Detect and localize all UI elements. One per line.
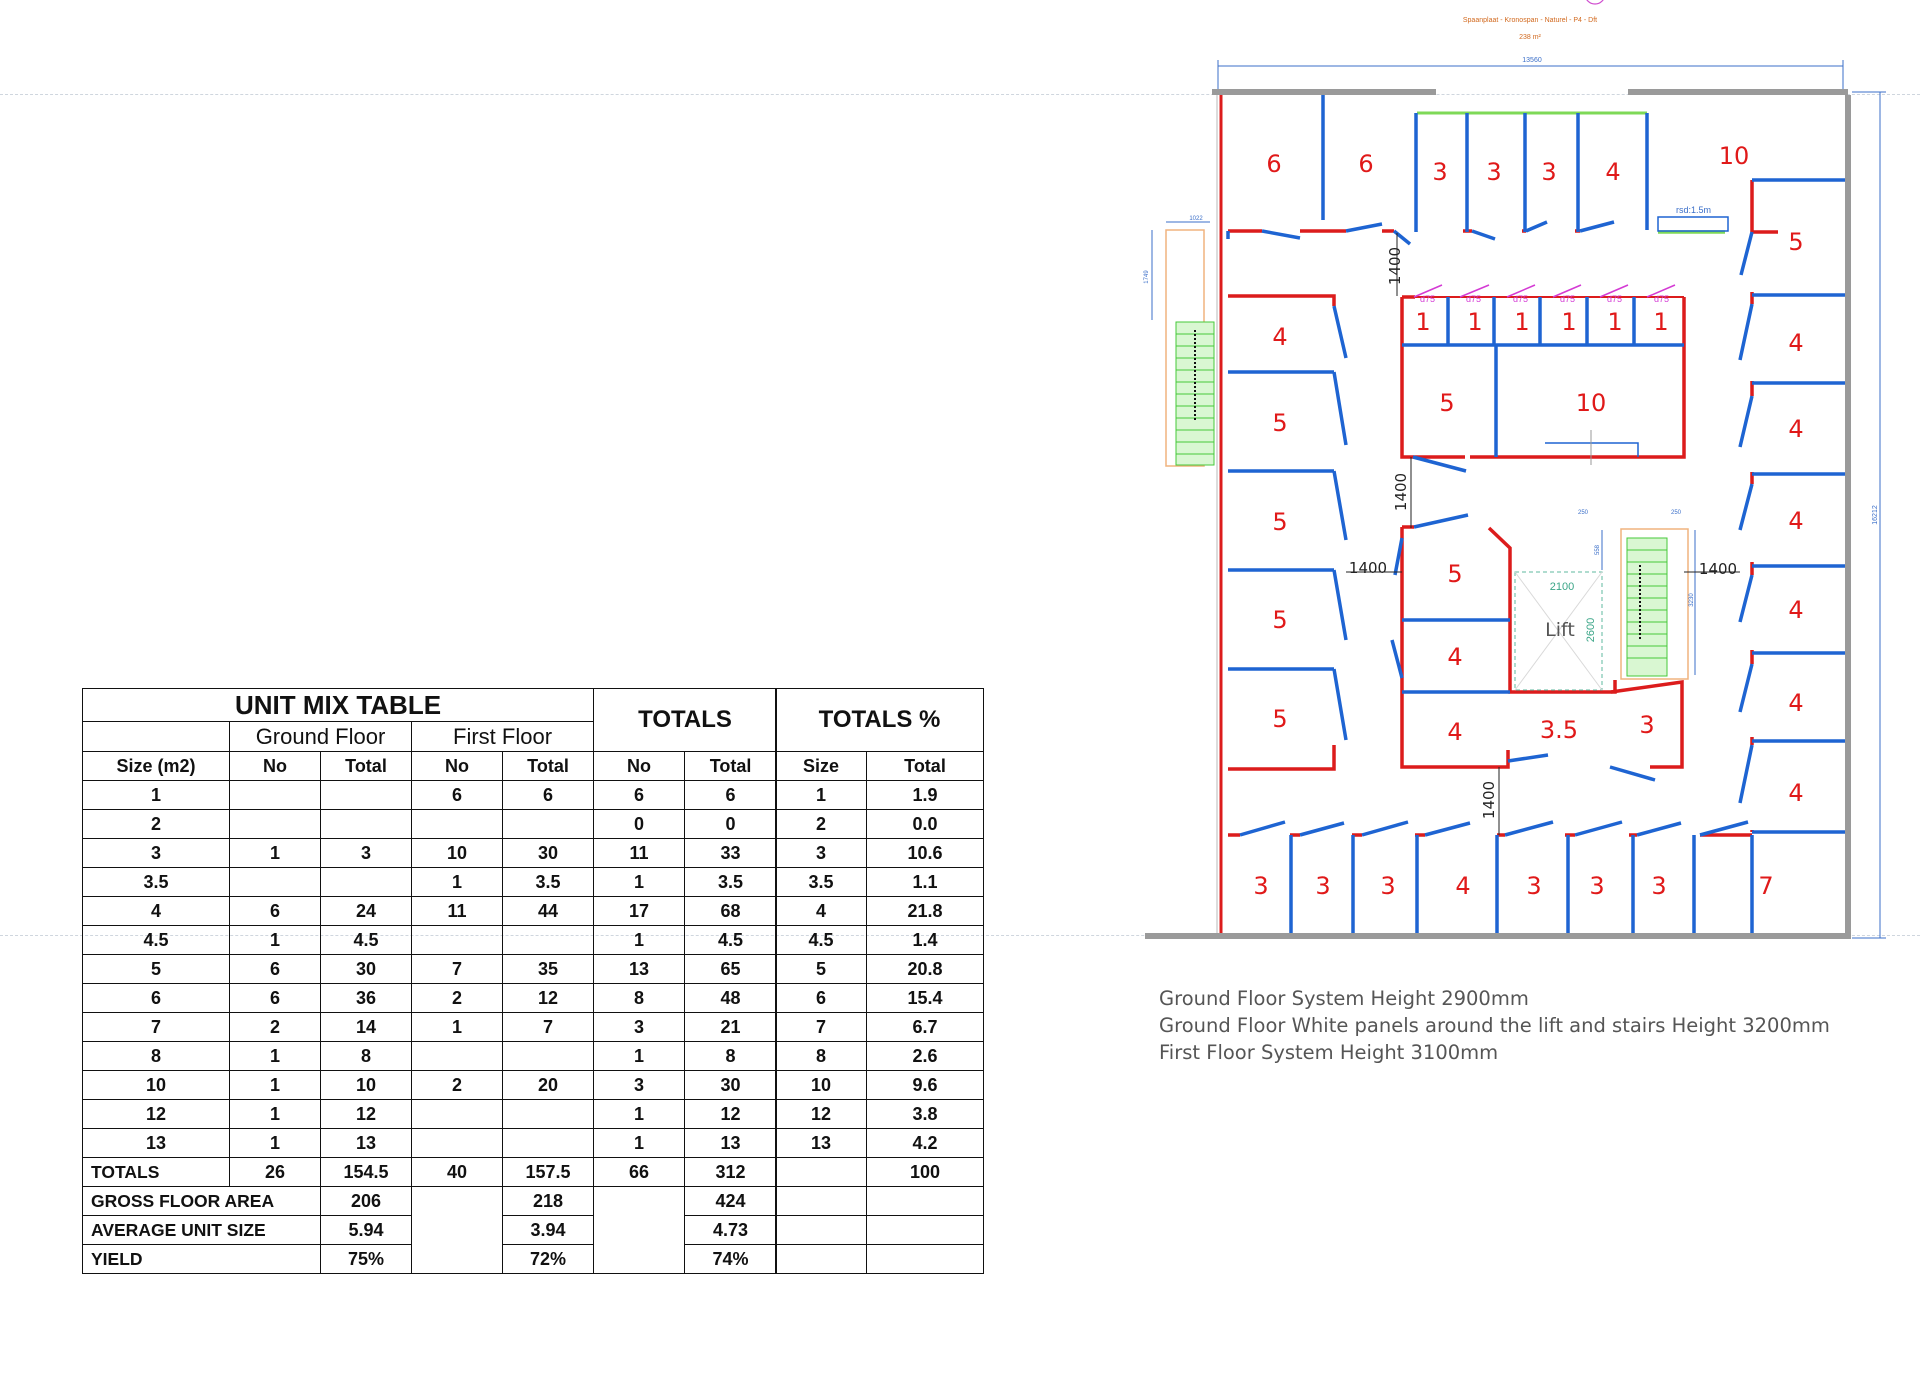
table-cell: 2 (412, 984, 503, 1013)
table-cell: 6 (230, 955, 321, 984)
table-cell (412, 1042, 503, 1071)
table-cell (230, 868, 321, 897)
table-row (776, 1129, 984, 1158)
unit-label: 4 (1788, 596, 1804, 624)
unit-label: 3 (1589, 872, 1605, 900)
table-cell: 33 (685, 839, 777, 868)
table-cell: 14 (321, 1013, 412, 1042)
unit-label: 1 (1514, 308, 1530, 336)
unit-label: 1 (1607, 308, 1623, 336)
overall-width-dimension (1218, 57, 1843, 92)
table-cell (412, 810, 503, 839)
table-row (83, 839, 777, 868)
table-cell: 0 (594, 810, 685, 839)
table-cell: 6 (594, 781, 685, 810)
table-cell (321, 868, 412, 897)
svg-text:2100: 2100 (1549, 581, 1575, 593)
first-floor-header: First Floor (412, 722, 594, 752)
unit-label: 4 (1788, 507, 1804, 535)
column-header: Total (503, 752, 594, 781)
table-cell: 5 (776, 955, 867, 984)
table-cell: 12 (776, 1100, 867, 1129)
table-cell: 7 (412, 955, 503, 984)
table-cell: 13 (594, 955, 685, 984)
column-header: Size (776, 752, 867, 781)
table-title: UNIT MIX TABLE (83, 689, 594, 722)
table-cell: 6.7 (867, 1013, 984, 1042)
table-row (776, 839, 984, 868)
table-cell: 15.4 (867, 984, 984, 1013)
table-row (83, 897, 777, 926)
table-cell: 20 (503, 1071, 594, 1100)
table-cell: 30 (685, 1071, 777, 1100)
table-cell: 7 (503, 1013, 594, 1042)
unit-label: 5 (1272, 705, 1288, 733)
table-cell: 2 (412, 1071, 503, 1100)
column-header: No (230, 752, 321, 781)
unit-label: 3 (1526, 872, 1542, 900)
blank-cell (594, 1187, 685, 1274)
unit-label: 5 (1439, 389, 1455, 417)
table-cell: 10 (83, 1071, 230, 1100)
column-header: Total (867, 752, 984, 781)
table-row (776, 955, 984, 984)
table-cell: 1 (230, 839, 321, 868)
table-cell: 2.6 (867, 1042, 984, 1071)
unit-label: 5 (1447, 560, 1463, 588)
table-cell: 3.8 (867, 1100, 984, 1129)
unit-label: 3 (1541, 158, 1557, 186)
system-height-notes (1159, 985, 1830, 1066)
totals-percent-header: TOTALS % (776, 689, 984, 752)
unit-label: 3.5 (1539, 716, 1579, 744)
table-cell: 10.6 (867, 839, 984, 868)
table-row: 100 (776, 1158, 984, 1187)
table-cell: 1 (412, 868, 503, 897)
svg-text:d75: d75 (1420, 294, 1436, 304)
lift-label: Lift (1545, 619, 1575, 641)
table-cell (412, 1129, 503, 1158)
unit-label: 4 (1447, 643, 1463, 671)
blank-cell (867, 1245, 984, 1274)
unit-label: 3 (1639, 711, 1655, 739)
table-cell (503, 810, 594, 839)
overall-height-dimension (1852, 92, 1886, 938)
table-cell: 36 (321, 984, 412, 1013)
unit-label: 4 (1788, 689, 1804, 717)
table-cell: 13 (776, 1129, 867, 1158)
blank-cell (776, 1187, 867, 1216)
svg-text:d75: d75 (1607, 294, 1623, 304)
unit-size-labels (1253, 142, 1803, 900)
table-row (83, 810, 777, 839)
table-cell (321, 781, 412, 810)
unit-label: 3 (1380, 872, 1396, 900)
table-cell: 1 (594, 1100, 685, 1129)
table-cell: 3.5 (503, 868, 594, 897)
svg-text:558: 558 (1595, 544, 1601, 556)
blank-cell (776, 1245, 867, 1274)
table-row (83, 868, 777, 897)
table-row (83, 1071, 777, 1100)
svg-text:1400: 1400 (1348, 559, 1388, 577)
table-cell: 12 (685, 1100, 777, 1129)
table-cell (230, 810, 321, 839)
table-cell: 6 (776, 984, 867, 1013)
table-cell: 6 (412, 781, 503, 810)
lift-shaft (1515, 572, 1602, 690)
table-row (776, 1013, 984, 1042)
column-header: No (594, 752, 685, 781)
table-cell: 11 (594, 839, 685, 868)
svg-text:1022: 1022 (1189, 216, 1203, 222)
bottom-row-walls (1228, 822, 1752, 933)
unit-label: 5 (1272, 606, 1288, 634)
unit-label: 4 (1272, 323, 1288, 351)
table-cell: 4 (776, 897, 867, 926)
svg-text:2600: 2600 (1585, 617, 1597, 643)
unit-label: 4 (1605, 158, 1621, 186)
unit-label: 1 (1653, 308, 1669, 336)
table-cell (321, 810, 412, 839)
table-row (776, 926, 984, 955)
note-line: Ground Floor System Height 2900mm (1159, 987, 1529, 1010)
table-cell: 12 (503, 984, 594, 1013)
table-cell: 4.5 (776, 926, 867, 955)
header-marker-icon (1585, 0, 1605, 4)
table-cell: 1 (594, 1042, 685, 1071)
blank-cell (867, 1216, 984, 1245)
unit-label: 4 (1447, 718, 1463, 746)
table-cell: 13 (685, 1129, 777, 1158)
unit-label: 1 (1415, 308, 1431, 336)
table-cell (503, 1042, 594, 1071)
table-cell: 1 (83, 781, 230, 810)
table-cell: 6 (230, 897, 321, 926)
unit-label: 3 (1315, 872, 1331, 900)
table-cell: 3 (321, 839, 412, 868)
unit-label: 3 (1253, 872, 1269, 900)
table-cell: 8 (594, 984, 685, 1013)
table-cell: 30 (503, 839, 594, 868)
table-row (83, 1129, 777, 1158)
unit-label: 4 (1455, 872, 1471, 900)
table-cell: 8 (321, 1042, 412, 1071)
blank-cell (412, 1187, 503, 1274)
table-cell: 44 (503, 897, 594, 926)
column-header: No (412, 752, 503, 781)
table-cell: 13 (321, 1129, 412, 1158)
table-row (83, 984, 777, 1013)
table-cell: 4.5 (83, 926, 230, 955)
overall-width-label: 13560 (1522, 57, 1542, 64)
table-cell: 3 (776, 839, 867, 868)
table-cell: 4.2 (867, 1129, 984, 1158)
table-cell: 7 (83, 1013, 230, 1042)
svg-text:3230: 3230 (1689, 593, 1695, 607)
table-row (776, 1100, 984, 1129)
table-cell (503, 926, 594, 955)
table-cell (503, 1100, 594, 1129)
table-cell (412, 1100, 503, 1129)
table-cell: 3.5 (776, 868, 867, 897)
svg-text:1400: 1400 (1392, 472, 1410, 512)
table-cell (230, 781, 321, 810)
table-cell: 6 (685, 781, 777, 810)
table-cell: 30 (321, 955, 412, 984)
unit-label: 7 (1758, 872, 1774, 900)
blank-cell (776, 1216, 867, 1245)
table-cell: 3 (83, 839, 230, 868)
table-cell: 8 (83, 1042, 230, 1071)
column-header: Total (321, 752, 412, 781)
overall-height-label: 16212 (1872, 505, 1879, 525)
table-row (776, 897, 984, 926)
column-header: Size (m2) (83, 752, 230, 781)
table-row (83, 955, 777, 984)
unit-label: 1 (1561, 308, 1577, 336)
sign-box (1658, 205, 1728, 231)
core-block-walls (1402, 297, 1684, 471)
table-cell: 1.1 (867, 868, 984, 897)
svg-text:250: 250 (1670, 510, 1682, 516)
table-cell: 10 (412, 839, 503, 868)
table-row (776, 984, 984, 1013)
blank-cell (83, 722, 230, 752)
header-area-note: 238 m² (1519, 34, 1541, 41)
table-cell: 1 (594, 926, 685, 955)
table-cell: 1 (412, 1013, 503, 1042)
svg-text:1400: 1400 (1480, 780, 1498, 820)
totals-percent-table (775, 688, 984, 1274)
table-cell: 6 (503, 781, 594, 810)
table-row (776, 781, 984, 810)
unit-label: 3 (1432, 158, 1448, 186)
table-cell: 0.0 (867, 810, 984, 839)
unit-label: 4 (1788, 329, 1804, 357)
unit-label: 3 (1651, 872, 1667, 900)
unit-label: 5 (1788, 228, 1804, 256)
table-cell: 5 (83, 955, 230, 984)
table-cell: 65 (685, 955, 777, 984)
table-cell: 1.9 (867, 781, 984, 810)
table-cell: 3.5 (83, 868, 230, 897)
unit-label: 10 (1718, 142, 1750, 170)
table-row (776, 1042, 984, 1071)
core-door-tags (1420, 294, 1669, 304)
table-cell: 9.6 (867, 1071, 984, 1100)
table-cell: 12 (83, 1100, 230, 1129)
right-staircase-icon (1578, 510, 1695, 679)
ground-floor-header: Ground Floor (230, 722, 412, 752)
table-cell: 3 (594, 1071, 685, 1100)
column-header: Total (685, 752, 777, 781)
table-cell: 4.5 (685, 926, 777, 955)
svg-text:d75: d75 (1560, 294, 1576, 304)
unit-label: 5 (1272, 508, 1288, 536)
table-cell: 21.8 (867, 897, 984, 926)
table-cell: 12 (321, 1100, 412, 1129)
unit-label: 5 (1272, 409, 1288, 437)
table-cell: 17 (594, 897, 685, 926)
unit-label: 1 (1467, 308, 1483, 336)
table-cell (503, 1129, 594, 1158)
table-cell: 1 (776, 781, 867, 810)
table-cell: 8 (776, 1042, 867, 1071)
table-cell: 1 (230, 1042, 321, 1071)
table-cell: 10 (321, 1071, 412, 1100)
table-cell: 24 (321, 897, 412, 926)
table-cell: 35 (503, 955, 594, 984)
svg-text:d75: d75 (1466, 294, 1482, 304)
table-cell: 10 (776, 1071, 867, 1100)
table-cell: 2 (230, 1013, 321, 1042)
table-cell: 4.5 (321, 926, 412, 955)
unit-label: 6 (1266, 150, 1282, 178)
table-row: GROSS FLOOR AREA 206 218 424 (83, 1187, 777, 1216)
table-row: AVERAGE UNIT SIZE 5.94 3.94 4.73 (83, 1216, 777, 1245)
svg-text:d75: d75 (1654, 294, 1670, 304)
table-cell: 3.5 (685, 868, 777, 897)
svg-text:1400: 1400 (1698, 560, 1738, 578)
table-cell: 13 (83, 1129, 230, 1158)
unit-mix-table (82, 688, 777, 1274)
svg-text:1400: 1400 (1386, 246, 1404, 286)
table-cell (412, 926, 503, 955)
unit-label: 3 (1486, 158, 1502, 186)
table-cell: 0 (685, 810, 777, 839)
table-cell: 1.4 (867, 926, 984, 955)
table-row: YIELD 75% 72% 74% (83, 1245, 777, 1274)
table-row: TOTALS 26 154.5 40 157.5 66 312 (83, 1158, 777, 1187)
table-cell: 1 (230, 1071, 321, 1100)
unit-label: 4 (1788, 415, 1804, 443)
table-row (83, 1100, 777, 1129)
table-cell: 20.8 (867, 955, 984, 984)
unit-label: 10 (1575, 389, 1607, 417)
blank-cell (776, 1158, 867, 1187)
table-cell: 7 (776, 1013, 867, 1042)
table-row (776, 868, 984, 897)
table-row (83, 926, 777, 955)
table-cell: 11 (412, 897, 503, 926)
table-cell: 1 (594, 1129, 685, 1158)
table-row (83, 781, 777, 810)
totals-header: TOTALS (594, 689, 777, 752)
table-cell: 3 (594, 1013, 685, 1042)
blank-cell (867, 1187, 984, 1216)
svg-text:d75: d75 (1513, 294, 1529, 304)
svg-text:250: 250 (1577, 510, 1589, 516)
unit-label: 4 (1788, 779, 1804, 807)
table-cell: 6 (83, 984, 230, 1013)
table-cell: 1 (230, 926, 321, 955)
note-line: Ground Floor White panels around the lift and stairs Height 3200mm (1159, 1014, 1830, 1037)
table-cell: 68 (685, 897, 777, 926)
svg-text:1749: 1749 (1144, 270, 1150, 284)
table-cell: 2 (83, 810, 230, 839)
table-cell: 21 (685, 1013, 777, 1042)
table-row (83, 1042, 777, 1071)
table-row (83, 1013, 777, 1042)
table-cell: 6 (230, 984, 321, 1013)
top-row-walls (1228, 95, 1845, 244)
table-cell: 8 (685, 1042, 777, 1071)
table-cell: 1 (230, 1129, 321, 1158)
table-cell: 48 (685, 984, 777, 1013)
table-cell: 1 (230, 1100, 321, 1129)
table-row (776, 1071, 984, 1100)
header-material-note: Spaanplaat - Kronospan - Naturel - P4 - Dft (1462, 17, 1598, 24)
table-row (776, 810, 984, 839)
unit-label: 6 (1358, 150, 1374, 178)
note-line: First Floor System Height 3100mm (1159, 1041, 1499, 1064)
table-cell: 4 (83, 897, 230, 926)
table-cell: 1 (594, 868, 685, 897)
left-staircase-icon (1144, 216, 1214, 466)
core-door-swings (1414, 285, 1675, 297)
table-cell: 2 (776, 810, 867, 839)
svg-text:rsd:1.5m: rsd:1.5m (1676, 205, 1712, 215)
